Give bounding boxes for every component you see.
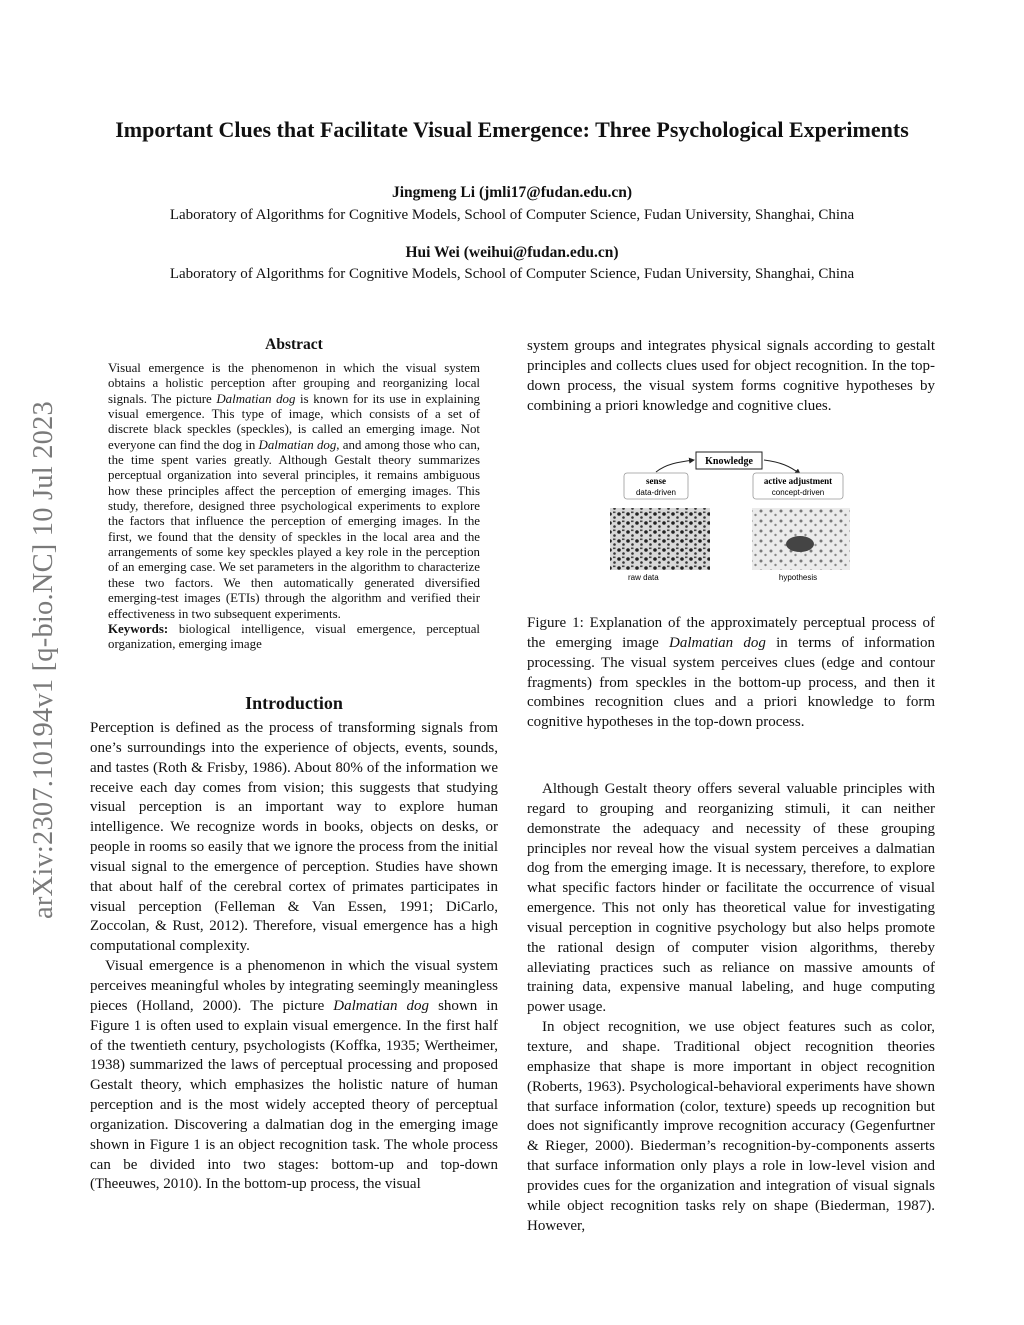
affiliation-2: Laboratory of Algorithms for Cognitive Models, School of Computer Science, Fudan University, Shanghai, China xyxy=(169,266,855,282)
paragraph-text: Visual emergence is a phenomenon in which the visual system perceives meaningful wholes by integrating seemingly meaningless pieces (Holland, 2000). The picture xyxy=(90,958,498,1014)
paragraph-text: shown in Figure 1 is often used to explain visual emergence. In the first half of the twentieth century, psychologists (Koffka, 1935; Wertheimer, 1938) summarized the laws of perceptual processing and proposed Gestalt theory, which emphasizes the holistic nature of human perception and is the most widely accepted theory of perceptual organization. Discovering a dalmatian dog in the emerging image shown in Figure 1 is an object recognition task. The whole process can be divided into two stages: bottom-up and top-down (Theeuwes, 2010). In the bottom-up process, the visual xyxy=(90,997,498,1193)
abstract-heading: Abstract xyxy=(265,336,323,353)
paragraph: In object recognition, we use object features such as color, texture, and shape. Traditional object recognition theories emphasize that shape is more important in object recognition (Roberts, 1963). Psychological-behavioral experiments have shown that surface information (color, texture) speeds up recognition but does not significantly improve recognition accuracy (Gegenfurtner & Rieger, 2000). Biederman’s recognition-by-components asserts that surface information only plays a role in low-level vision and provides cues for the organization and integration of visual signals while object recognition tasks rely on shape (Biederman, 1987). However, xyxy=(527,1019,935,1234)
raw-data-label: raw data xyxy=(628,573,659,582)
abstract-body xyxy=(108,361,480,653)
arrow-up xyxy=(656,460,694,472)
abstract-italic: Dalmatian dog xyxy=(216,391,296,406)
dog-silhouette xyxy=(786,536,814,552)
paragraph xyxy=(90,957,498,1195)
paper-title: Important Clues that Facilitate Visual Emergence: Three Psychological Experiments xyxy=(115,117,909,142)
left-column-body xyxy=(90,719,498,1195)
right-column-top xyxy=(527,337,935,416)
caption-text: in terms of information processing. The visual system perceives clues (edge and contour fragments) from speckles in the bottom-up process, and then it combines recognition clues and a priori knowledge to form cognitive hypotheses in the top-down process. xyxy=(527,634,935,731)
caption-text: Figure 1: Explanation of the approximately perceptual process of the emerging image xyxy=(527,615,935,651)
keywords: biological intelligence, visual emergence, perceptual organization, emerging image xyxy=(108,621,480,652)
author-1: Jingmeng Li (jmli17@fudan.edu.cn) xyxy=(391,184,633,201)
raw-data-image xyxy=(610,508,710,570)
arxiv-stamp-text: arXiv:2307.10194v1 [q-bio.NC] 10 Jul 2023 xyxy=(28,401,59,919)
figure-1-caption xyxy=(527,614,935,733)
arrow-down xyxy=(764,460,800,474)
arxiv-stamp xyxy=(20,350,68,970)
paragraph: Although Gestalt theory offers several valuable principles with regard to grouping and reorganizing stimuli, it can neither demonstrate the adequacy and necessity of these grouping principles nor reveal how the visual system perceives a dalmatian dog from the emerging image. It is necessary, therefore, to explore what specific factors hinder or facilitate the occurrence of visual emergence. This not only has theoretical value for investigating visual perception in cognitive psychology but also helps promote the rational design of computer vision algorithms, thereby alleviating practices such as reliance on massive amounts of training data, expensive manual labeling, and huge computing power usage. xyxy=(527,781,935,1016)
hypothesis-label: hypothesis xyxy=(778,573,818,582)
paragraph: system groups and integrates physical signals according to gestalt principles and collects clues used for object recognition. In the top-down process, the visual system forms cognitive hypotheses by combining a priori knowledge and cognitive clues. xyxy=(527,338,935,414)
section-heading-introduction: Introduction xyxy=(245,693,343,713)
abstract-text: is known for its use in explaining visual emergence. This type of image, which consists of a set of discrete black speckles (speckles), is called an emerging image. Not everyone can find the dog in xyxy=(108,391,481,452)
right-column-bottom xyxy=(527,780,935,1236)
abstract-text: , and among those who can, the time spent varies greatly. Although Gestalt theory summarizes perceptual organization into several principles, it remains ambiguous how these principles affect the perception of emerging images. This study, therefore, designed three psychological experiments to explore the factors that influence the perception of emerging images. In the first, we found that the density of speckles in the local area and the arrangements of some key speckles played a key role in the perception of an emerging case. We set parameters in the algorithm to characterize these two factors. We then automatically generated diversified emerging-test images (ETIs) through the algorithm and verified their effectiveness in two subsequent experiments. xyxy=(108,437,481,621)
figure-1 xyxy=(608,448,858,588)
paragraph: Perception is defined as the process of transforming signals from one’s surroundings into the experience of objects, events, sounds, and tastes (Roth & Frisby, 1986). About 80% of the information we receive each day comes from vision; this suggests that studying visual perception is an important way to explore human intelligence. We recognize words in books, objects on desks, or people in rooms so easily that we ignore the process from the initial visual signal to the emergence of perception. Studies have shown that about half of the cerebral cortex of primates participates in visual perception (Felleman & Van Essen, 1991; DiCarlo, Zoccolan, & Rust, 2012). Therefore, visual emergence has a high computational complexity. xyxy=(90,720,498,955)
sense-label: sense xyxy=(646,476,666,486)
paragraph-italic: Dalmatian dog xyxy=(333,997,430,1014)
data-driven-label: data-driven xyxy=(635,488,677,497)
knowledge-label: Knowledge xyxy=(705,456,753,467)
caption-italic: Dalmatian dog xyxy=(668,634,766,651)
abstract-text: Visual emergence is the phenomenon in which the visual system obtains a holistic perception after grouping and reorganizing local signals. The picture xyxy=(108,361,480,406)
author-2: Hui Wei (weihui@fudan.edu.cn) xyxy=(405,244,619,261)
abstract-italic: Dalmatian dog xyxy=(258,437,337,452)
keywords-label: Keywords: xyxy=(108,621,169,636)
active-adjustment-label: active adjustment xyxy=(763,476,833,486)
concept-driven-label: concept-driven xyxy=(771,488,825,497)
affiliation-1: Laboratory of Algorithms for Cognitive Models, School of Computer Science, Fudan University, Shanghai, China xyxy=(169,207,855,223)
